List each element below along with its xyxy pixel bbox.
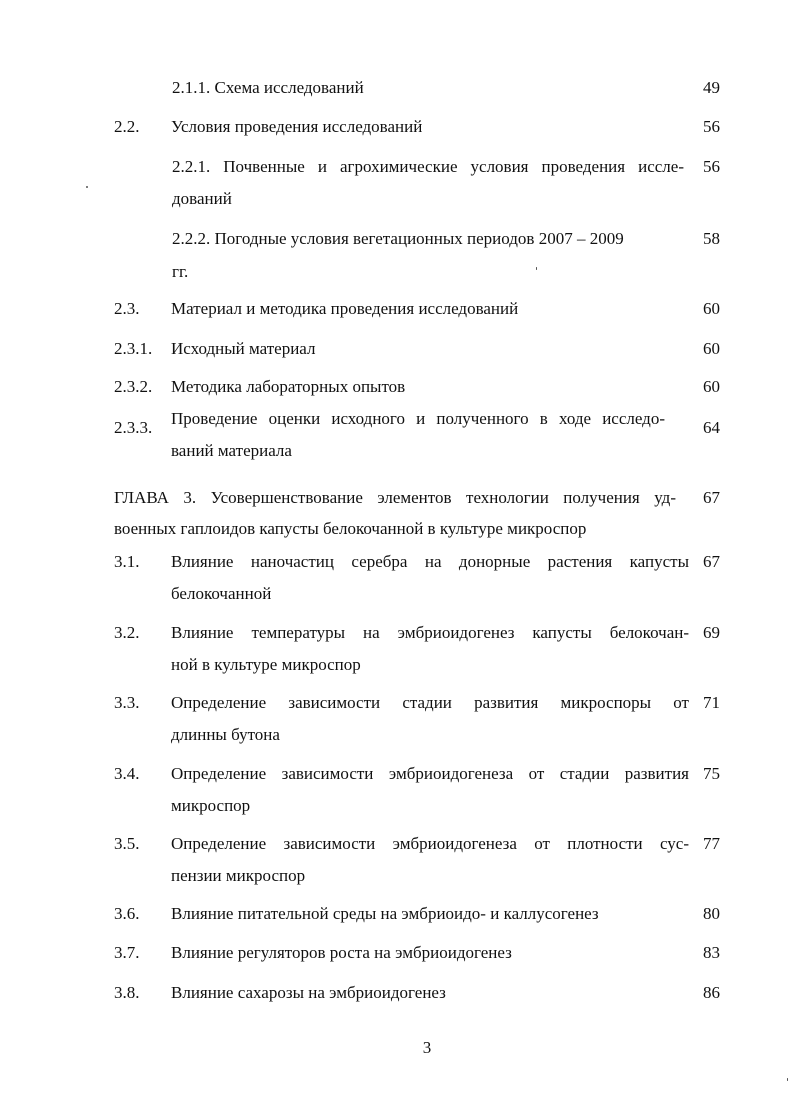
toc-entry-title-continued: белокочанной (171, 584, 272, 603)
toc-entry-page: 56 (703, 157, 720, 176)
toc-entry-page: 60 (703, 339, 720, 358)
toc-entry-title-continued: дований (172, 189, 232, 208)
toc-entry-number: 3.5. (114, 834, 140, 853)
toc-entry-page: 58 (703, 229, 720, 248)
toc-entry-title: Материал и методика проведения исследований (171, 299, 519, 318)
toc-entry-number: 3.7. (114, 943, 140, 962)
toc-entry-page: 67 (703, 552, 720, 571)
toc-entry-title: 2.2.1. Почвенные и агрохимические условия проведения иссле- (172, 157, 684, 176)
toc-entry-title: Исходный материал (171, 339, 316, 358)
toc-entry-number: 3.6. (114, 904, 140, 923)
toc-entry-number: 3.4. (114, 764, 140, 783)
toc-entry-page: 60 (703, 299, 720, 318)
toc-entry-title-continued: гг. (172, 262, 189, 281)
toc-entry-number: 3.3. (114, 693, 140, 712)
toc-entry-page: 86 (703, 983, 720, 1002)
toc-entry-title: Проведение оценки исходного и полученного в ходе исследо- (171, 409, 665, 428)
toc-entry-title-continued: ваний материала (171, 441, 292, 460)
toc-entry-page: 71 (703, 693, 720, 712)
toc-entry-title: Влияние регуляторов роста на эмбриоидогенез (171, 943, 512, 962)
toc-entry-page: 75 (703, 764, 720, 783)
toc-entry-title: Определение зависимости стадии развития микроспоры от (171, 693, 689, 712)
toc-entry-title: Влияние сахарозы на эмбриоидогенез (171, 983, 446, 1002)
toc-entry-page: 83 (703, 943, 720, 962)
toc-entry-number: 2.3.1. (114, 339, 153, 358)
toc-entry-page: 67 (703, 488, 720, 507)
toc-entry-title: Влияние наночастиц серебра на донорные растения капусты (171, 552, 689, 571)
toc-entry-title-continued: длинны бутона (171, 725, 280, 744)
toc-entry-page: 69 (703, 623, 720, 642)
toc-entry-title-continued: микроспор (171, 796, 251, 815)
page-number: 3 (422, 1038, 432, 1057)
chapter-heading-continued: военных гаплоидов капусты белокочанной в культуре микроспор (114, 519, 587, 538)
toc-entry-title: Влияние питательной среды на эмбриоидо- и каллусогенез (171, 904, 599, 923)
toc-entry-number: 2.3.3. (114, 418, 153, 437)
toc-entry-page: 60 (703, 377, 720, 396)
toc-entry-number: 2.2. (114, 117, 140, 136)
toc-entry-number: 2.3. (114, 299, 140, 318)
toc-entry-title: 2.2.2. Погодные условия вегетационных периодов 2007 – 2009 (172, 229, 624, 248)
toc-entry-page: 49 (703, 78, 720, 97)
toc-entry-number: 3.1. (114, 552, 140, 571)
toc-entry-title: Определение зависимости эмбриоидогенеза от плотности сус- (171, 834, 689, 853)
toc-entry-number: 3.8. (114, 983, 140, 1002)
toc-entry-title-continued: пензии микроспор (171, 866, 306, 885)
toc-entry-title: Влияние температуры на эмбриоидогенез капусты белокочан- (171, 623, 689, 642)
toc-entry-title: 2.1.1. Схема исследований (172, 78, 364, 97)
chapter-heading: ГЛАВА 3. Усовершенствование элементов технологии получения уд- (114, 488, 676, 507)
toc-entry-page: 77 (703, 834, 720, 853)
toc-entry-page: 64 (703, 418, 720, 437)
toc-entry-number: 2.3.2. (114, 377, 153, 396)
toc-entry-number: 3.2. (114, 623, 140, 642)
scan-speck (86, 186, 88, 188)
toc-entry-page: 80 (703, 904, 720, 923)
scan-speck (787, 1078, 788, 1081)
toc-entry-title: Методика лабораторных опытов (171, 377, 406, 396)
toc-entry-page: 56 (703, 117, 720, 136)
scan-speck (536, 267, 537, 270)
toc-entry-title-continued: ной в культуре микроспор (171, 655, 361, 674)
toc-entry-title: Определение зависимости эмбриоидогенеза от стадии развития (171, 764, 689, 783)
toc-entry-title: Условия проведения исследований (171, 117, 423, 136)
